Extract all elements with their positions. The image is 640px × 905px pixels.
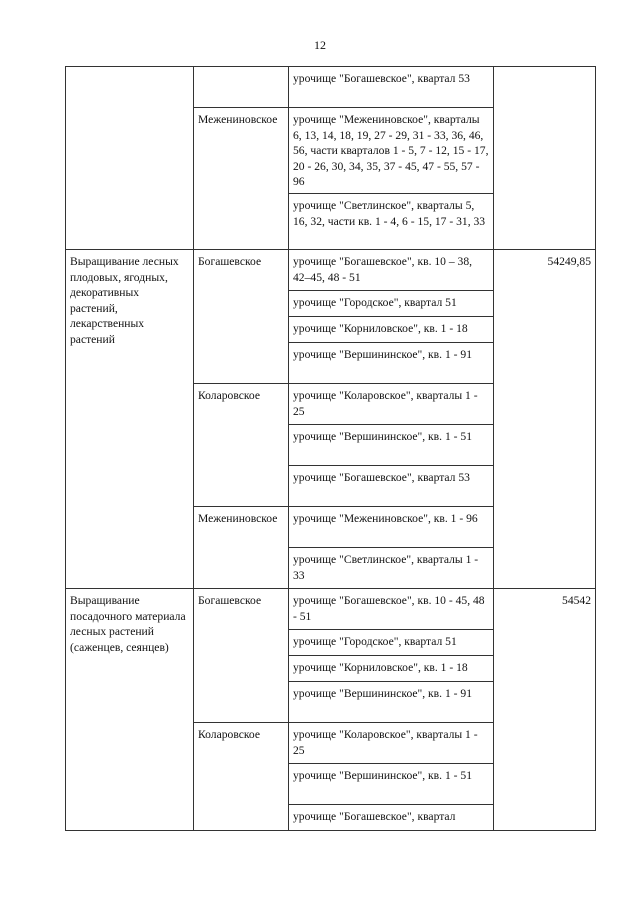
tract-cell: урочище "Вершининское", кв. 1 - 51 (289, 764, 494, 805)
amount-cell: 54249,85 (494, 250, 596, 589)
table-row (66, 67, 596, 108)
settlement-cell: Межениновское (194, 108, 289, 250)
tract-cell: урочище "Богашевское", квартал (289, 805, 494, 831)
activity-cell: Выращивание посадочного материала лесных растений (саженцев, сеянцев) (66, 589, 194, 831)
activity-cell (66, 67, 194, 250)
forest-use-table (65, 66, 596, 831)
tract-cell: урочище "Богашевское", квартал 53 (289, 466, 494, 507)
tract-cell: урочище "Городское", квартал 51 (289, 630, 494, 656)
tract-cell: урочище "Вершининское", кв. 1 - 51 (289, 425, 494, 466)
tract-cell: урочище "Светлинское", кварталы 5, 16, 32, части кв. 1 - 4, 6 - 15, 17 - 31, 33 (289, 194, 494, 250)
settlement-cell: Коларовское (194, 723, 289, 831)
tract-cell: урочище "Богашевское", кв. 10 - 45, 48 - 51 (289, 589, 494, 630)
tract-cell: урочище "Коларовское", кварталы 1 - 25 (289, 723, 494, 764)
tract-cell: урочище "Корниловское", кв. 1 - 18 (289, 317, 494, 343)
tract-cell: урочище "Корниловское", кв. 1 - 18 (289, 656, 494, 682)
tract-cell: урочище "Богашевское", кв. 10 – 38, 42–45, 48 - 51 (289, 250, 494, 291)
tract-cell: урочище "Вершининское", кв. 1 - 91 (289, 343, 494, 384)
tract-cell: урочище "Богашевское", квартал 53 (289, 67, 494, 108)
tract-cell: урочище "Светлинское", кварталы 1 - 33 (289, 548, 494, 589)
settlement-cell: Коларовское (194, 384, 289, 507)
tract-cell: урочище "Межениновское", кв. 1 - 96 (289, 507, 494, 548)
tract-cell: урочище "Городское", квартал 51 (289, 291, 494, 317)
table-row (66, 250, 596, 291)
page-number: 12 (314, 38, 326, 52)
tract-cell: урочище "Коларовское", кварталы 1 - 25 (289, 384, 494, 425)
tract-cell: урочище "Межениновское", кварталы 6, 13, 14, 18, 19, 27 - 29, 31 - 33, 36, 46, 56, части кварталов 1 - 5, 7 - 12, 15 - 17, 20 - 26, 30, 34, 35, 37 - 45, 47 - 55, 57 - 96 (289, 108, 494, 194)
activity-cell: Выращивание лесных плодовых, ягодных, декоративных растений, лекарственных растений (66, 250, 194, 589)
tract-cell: урочище "Вершининское", кв. 1 - 91 (289, 682, 494, 723)
settlement-cell (194, 67, 289, 108)
settlement-cell: Богашевское (194, 589, 289, 723)
settlement-cell: Межениновское (194, 507, 289, 589)
amount-cell (494, 67, 596, 250)
settlement-cell: Богашевское (194, 250, 289, 384)
table-row (66, 589, 596, 630)
amount-cell: 54542 (494, 589, 596, 831)
